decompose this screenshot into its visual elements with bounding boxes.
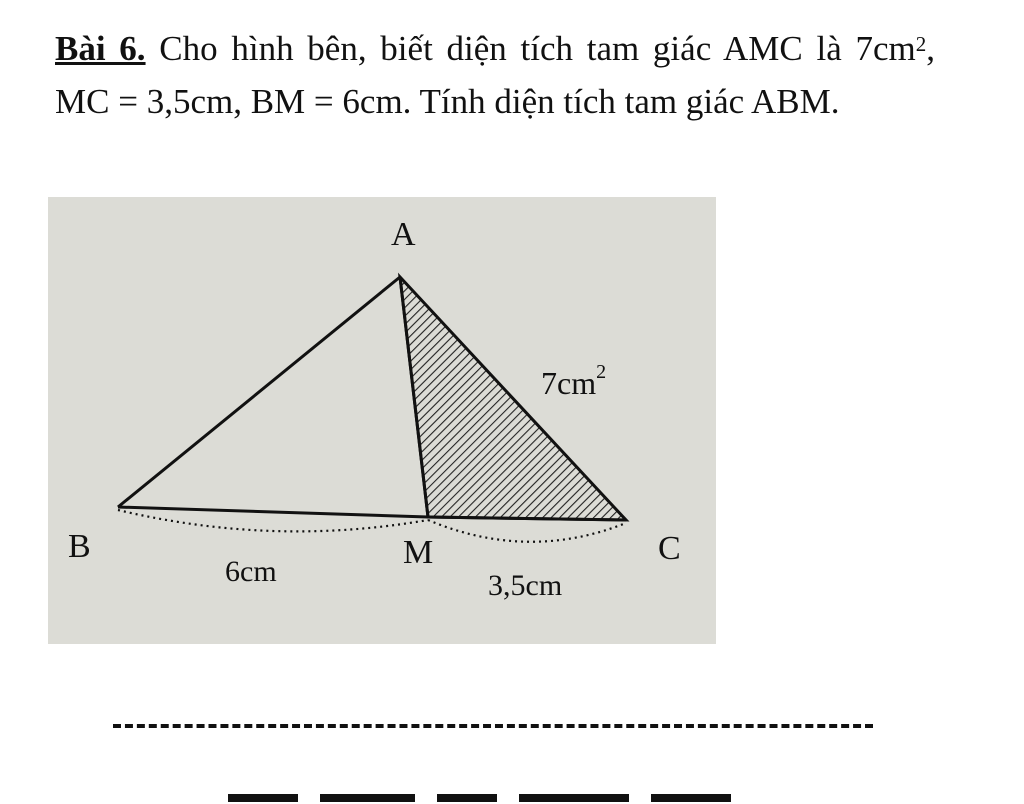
triangle-figure [48, 197, 716, 644]
area-label-superscript: 2 [596, 361, 607, 383]
problem-text-superscript: 2 [915, 32, 927, 56]
triangle-diagram [48, 197, 716, 644]
point-label-a: A [391, 216, 416, 253]
point-label-b: B [68, 528, 91, 565]
problem-text-part1: Cho hình bên, biết diện tích tam giác AMC là 7cm [145, 29, 916, 68]
dashed-separator [113, 724, 873, 728]
area-label-value: 7cm [541, 365, 597, 401]
point-label-c: C [658, 530, 681, 567]
mc-length-label: 3,5cm [488, 569, 563, 602]
problem-label: Bài 6. [55, 29, 146, 68]
cutoff-text-line [228, 794, 758, 804]
segment-ab [118, 277, 400, 507]
segment-bm [118, 507, 428, 517]
problem-statement [55, 22, 935, 128]
point-label-m: M [403, 534, 434, 571]
bm-length-label: 6cm [225, 555, 277, 588]
area-label [541, 361, 606, 401]
brace-mc [428, 520, 626, 542]
problem-text-part2: , MC = 3,5cm, BM = 6cm. Tính diện tích tam giác ABM. [55, 29, 935, 121]
